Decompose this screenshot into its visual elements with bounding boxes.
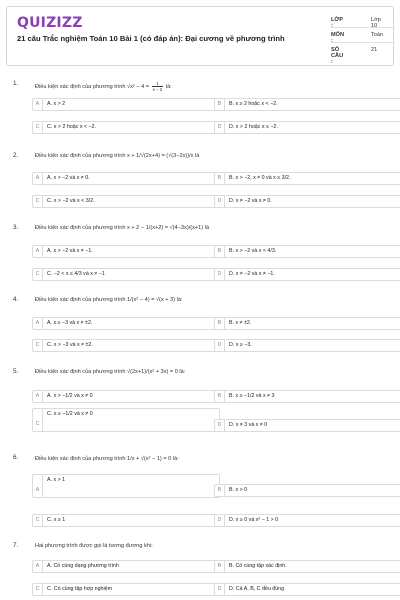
option-a[interactable]: [32, 317, 220, 330]
meta-count-value: 21: [371, 47, 378, 53]
question-suffix: là:: [179, 369, 186, 375]
option-text: C. x > 2 hoặc x < −2.: [47, 124, 97, 130]
question-formula: √(2x+1)/(x² + 3x) = 0: [127, 369, 178, 375]
question-prompt: Điều kiện xác định của phương trình: [35, 225, 126, 231]
document-title: 21 câu Trắc nghiệm Toán 10 Bài 1 (có đáp án): Đại cương về phương trình: [17, 34, 285, 43]
option-b[interactable]: [214, 560, 400, 573]
option-text: D. x > 2 hoặc x ≤ −2.: [229, 124, 278, 130]
option-badge: A: [33, 391, 43, 402]
option-b[interactable]: [214, 172, 400, 185]
option-badge: C: [33, 269, 43, 280]
option-text: B. x ≥ 2 hoặc x < −2.: [229, 101, 278, 107]
option-badge: B: [215, 173, 225, 184]
meta-class-label: LỚP :: [331, 17, 343, 29]
meta-divider: [331, 27, 395, 28]
option-b[interactable]: [214, 317, 400, 330]
option-text: A. x > 1: [47, 477, 66, 483]
option-a[interactable]: [32, 98, 220, 111]
question-number: 2.: [13, 152, 19, 159]
option-b[interactable]: [214, 484, 400, 497]
question-number: 7.: [13, 542, 19, 549]
question-suffix: là:: [176, 297, 183, 303]
option-badge: D: [215, 196, 225, 207]
option-text: D. x ≥ −3.: [229, 342, 252, 348]
option-a[interactable]: [32, 172, 220, 185]
option-text: B. x > −2, x ≠ 0 và x ≤ 3/2.: [229, 175, 291, 181]
option-badge: C: [33, 584, 43, 595]
question-number: 4.: [13, 296, 19, 303]
question-text: [35, 81, 172, 92]
option-c[interactable]: [32, 121, 220, 134]
quizizz-logo[interactable]: QUIZIZZ: [17, 15, 83, 31]
fraction-numerator: 1: [152, 81, 164, 87]
option-d[interactable]: [214, 195, 400, 208]
question-suffix: là:: [165, 83, 172, 90]
option-text: D. x ≥ 0 và x² − 1 > 0: [229, 517, 279, 523]
question-prompt: Điều kiện xác định của phương trình: [35, 369, 126, 375]
option-text: A. x > −1/2 và x ≠ 0: [47, 393, 93, 399]
option-text: C. x > −2 và x < 3/2.: [47, 198, 95, 204]
question-text: [35, 543, 153, 549]
option-text: D. x ≠ −2 và x ≠ −1.: [229, 271, 275, 277]
option-b[interactable]: [214, 245, 400, 258]
option-badge: C: [33, 515, 43, 526]
option-text: A. Có cùng dạng phương trình: [47, 563, 119, 569]
option-badge: B: [215, 246, 225, 257]
option-a[interactable]: [32, 474, 220, 498]
option-c[interactable]: [32, 339, 220, 352]
question-prompt: Điều kiện xác định của phương trình: [35, 83, 126, 90]
option-badge: D: [215, 515, 225, 526]
option-text: A. x > −2 và x ≠ −1.: [47, 248, 93, 254]
option-badge: A: [33, 99, 43, 110]
question-prompt: Hai phương trình được gọi là tương đương khi:: [35, 543, 153, 549]
option-badge: B: [215, 391, 225, 402]
option-badge: C: [33, 122, 43, 133]
option-badge: B: [215, 99, 225, 110]
option-text: B. x ≠ ±2.: [229, 320, 252, 326]
fraction-denominator: x − 2: [152, 87, 163, 92]
option-d[interactable]: [214, 268, 400, 281]
question-formula: √x² − 4 =: [127, 83, 151, 90]
option-badge: D: [215, 340, 225, 351]
option-badge: A: [33, 561, 43, 572]
meta-subject-label: MÔN :: [331, 32, 345, 44]
option-c[interactable]: [32, 195, 220, 208]
question-text: [35, 456, 179, 462]
question-suffix: là: [204, 225, 210, 231]
option-badge: C: [33, 409, 43, 431]
option-text: B. Có cùng tập xác định.: [229, 563, 287, 569]
option-d[interactable]: [214, 339, 400, 352]
option-text: D. Cả A, B, C đều đúng: [229, 586, 285, 592]
option-badge: A: [33, 475, 43, 497]
option-b[interactable]: [214, 98, 400, 111]
option-text: C. x > −3 và x ≠ ±2.: [47, 342, 93, 348]
question-text: [35, 297, 183, 303]
question-formula: 1/x + √(x² − 1) = 0: [127, 456, 172, 462]
option-c[interactable]: [32, 268, 220, 281]
option-c[interactable]: [32, 583, 220, 596]
option-badge: D: [215, 122, 225, 133]
quiz-header: [6, 6, 394, 66]
option-a[interactable]: [32, 390, 220, 403]
option-text: C. −2 < x ≤ 4/3 và x ≠ −1: [47, 271, 105, 277]
option-a[interactable]: [32, 560, 220, 573]
question-number: 3.: [13, 224, 19, 231]
option-text: C. Có cùng tập hợp nghiệm: [47, 586, 113, 592]
option-badge: C: [33, 340, 43, 351]
formula-fraction: [152, 81, 164, 92]
option-badge: B: [215, 485, 225, 496]
question-text: [35, 153, 199, 159]
question-suffix: là: [195, 153, 200, 159]
option-c[interactable]: [32, 408, 220, 432]
option-text: A. x > 2: [47, 101, 66, 107]
meta-count-label: SỐ CÂU :: [331, 47, 344, 65]
question-number: 6.: [13, 454, 19, 461]
meta-divider: [331, 42, 395, 43]
question-formula: 1/(x² − 4) = √(x + 3): [127, 297, 176, 303]
question-number: 1.: [13, 80, 19, 87]
meta-subject-value: Toán: [371, 32, 384, 38]
option-text: C. x ≥ −1/2 và x ≠ 0: [47, 411, 93, 417]
question-text: [35, 369, 185, 375]
option-d[interactable]: [214, 583, 400, 596]
question-prompt: Điều kiện xác định của phương trình: [35, 297, 126, 303]
option-text: D. x ≠ 3 và x ≠ 0: [229, 422, 268, 428]
option-a[interactable]: [32, 245, 220, 258]
option-text: D. x ≠ −2 và x ≠ 0.: [229, 198, 272, 204]
meta-class-value: Lớp 10: [371, 17, 381, 29]
option-d[interactable]: [214, 419, 400, 432]
option-text: B. x > −2 và x < 4/3.: [229, 248, 277, 254]
option-badge: A: [33, 246, 43, 257]
question-prompt: Điều kiện xác định của phương trình: [35, 456, 126, 462]
option-badge: B: [215, 318, 225, 329]
question-number: 5.: [13, 368, 19, 375]
option-c[interactable]: [32, 514, 220, 527]
option-badge: D: [215, 420, 225, 431]
option-badge: A: [33, 173, 43, 184]
question-text: [35, 225, 209, 231]
option-text: A. x > −2 và x ≠ 0.: [47, 175, 90, 181]
question-formula: x + 2 − 1/(x+2) = √(4−3x)/(x+1): [127, 225, 204, 231]
option-d[interactable]: [214, 514, 400, 527]
option-badge: B: [215, 561, 225, 572]
question-formula: x + 1/√(2x+4) = (√(3−2x))/x: [127, 153, 194, 159]
option-d[interactable]: [214, 121, 400, 134]
question-suffix: là:: [172, 456, 179, 462]
option-text: B. x > 0: [229, 487, 248, 493]
option-text: B. x ≥ −1/2 và x ≠ 3: [229, 393, 275, 399]
question-prompt: Điều kiện xác định của phương trình: [35, 153, 126, 159]
option-text: C. x ≥ 1: [47, 517, 66, 523]
option-b[interactable]: [214, 390, 400, 403]
option-text: A. x ≥ −3 và x ≠ ±2.: [47, 320, 93, 326]
option-badge: C: [33, 196, 43, 207]
option-badge: A: [33, 318, 43, 329]
option-badge: D: [215, 584, 225, 595]
option-badge: D: [215, 269, 225, 280]
